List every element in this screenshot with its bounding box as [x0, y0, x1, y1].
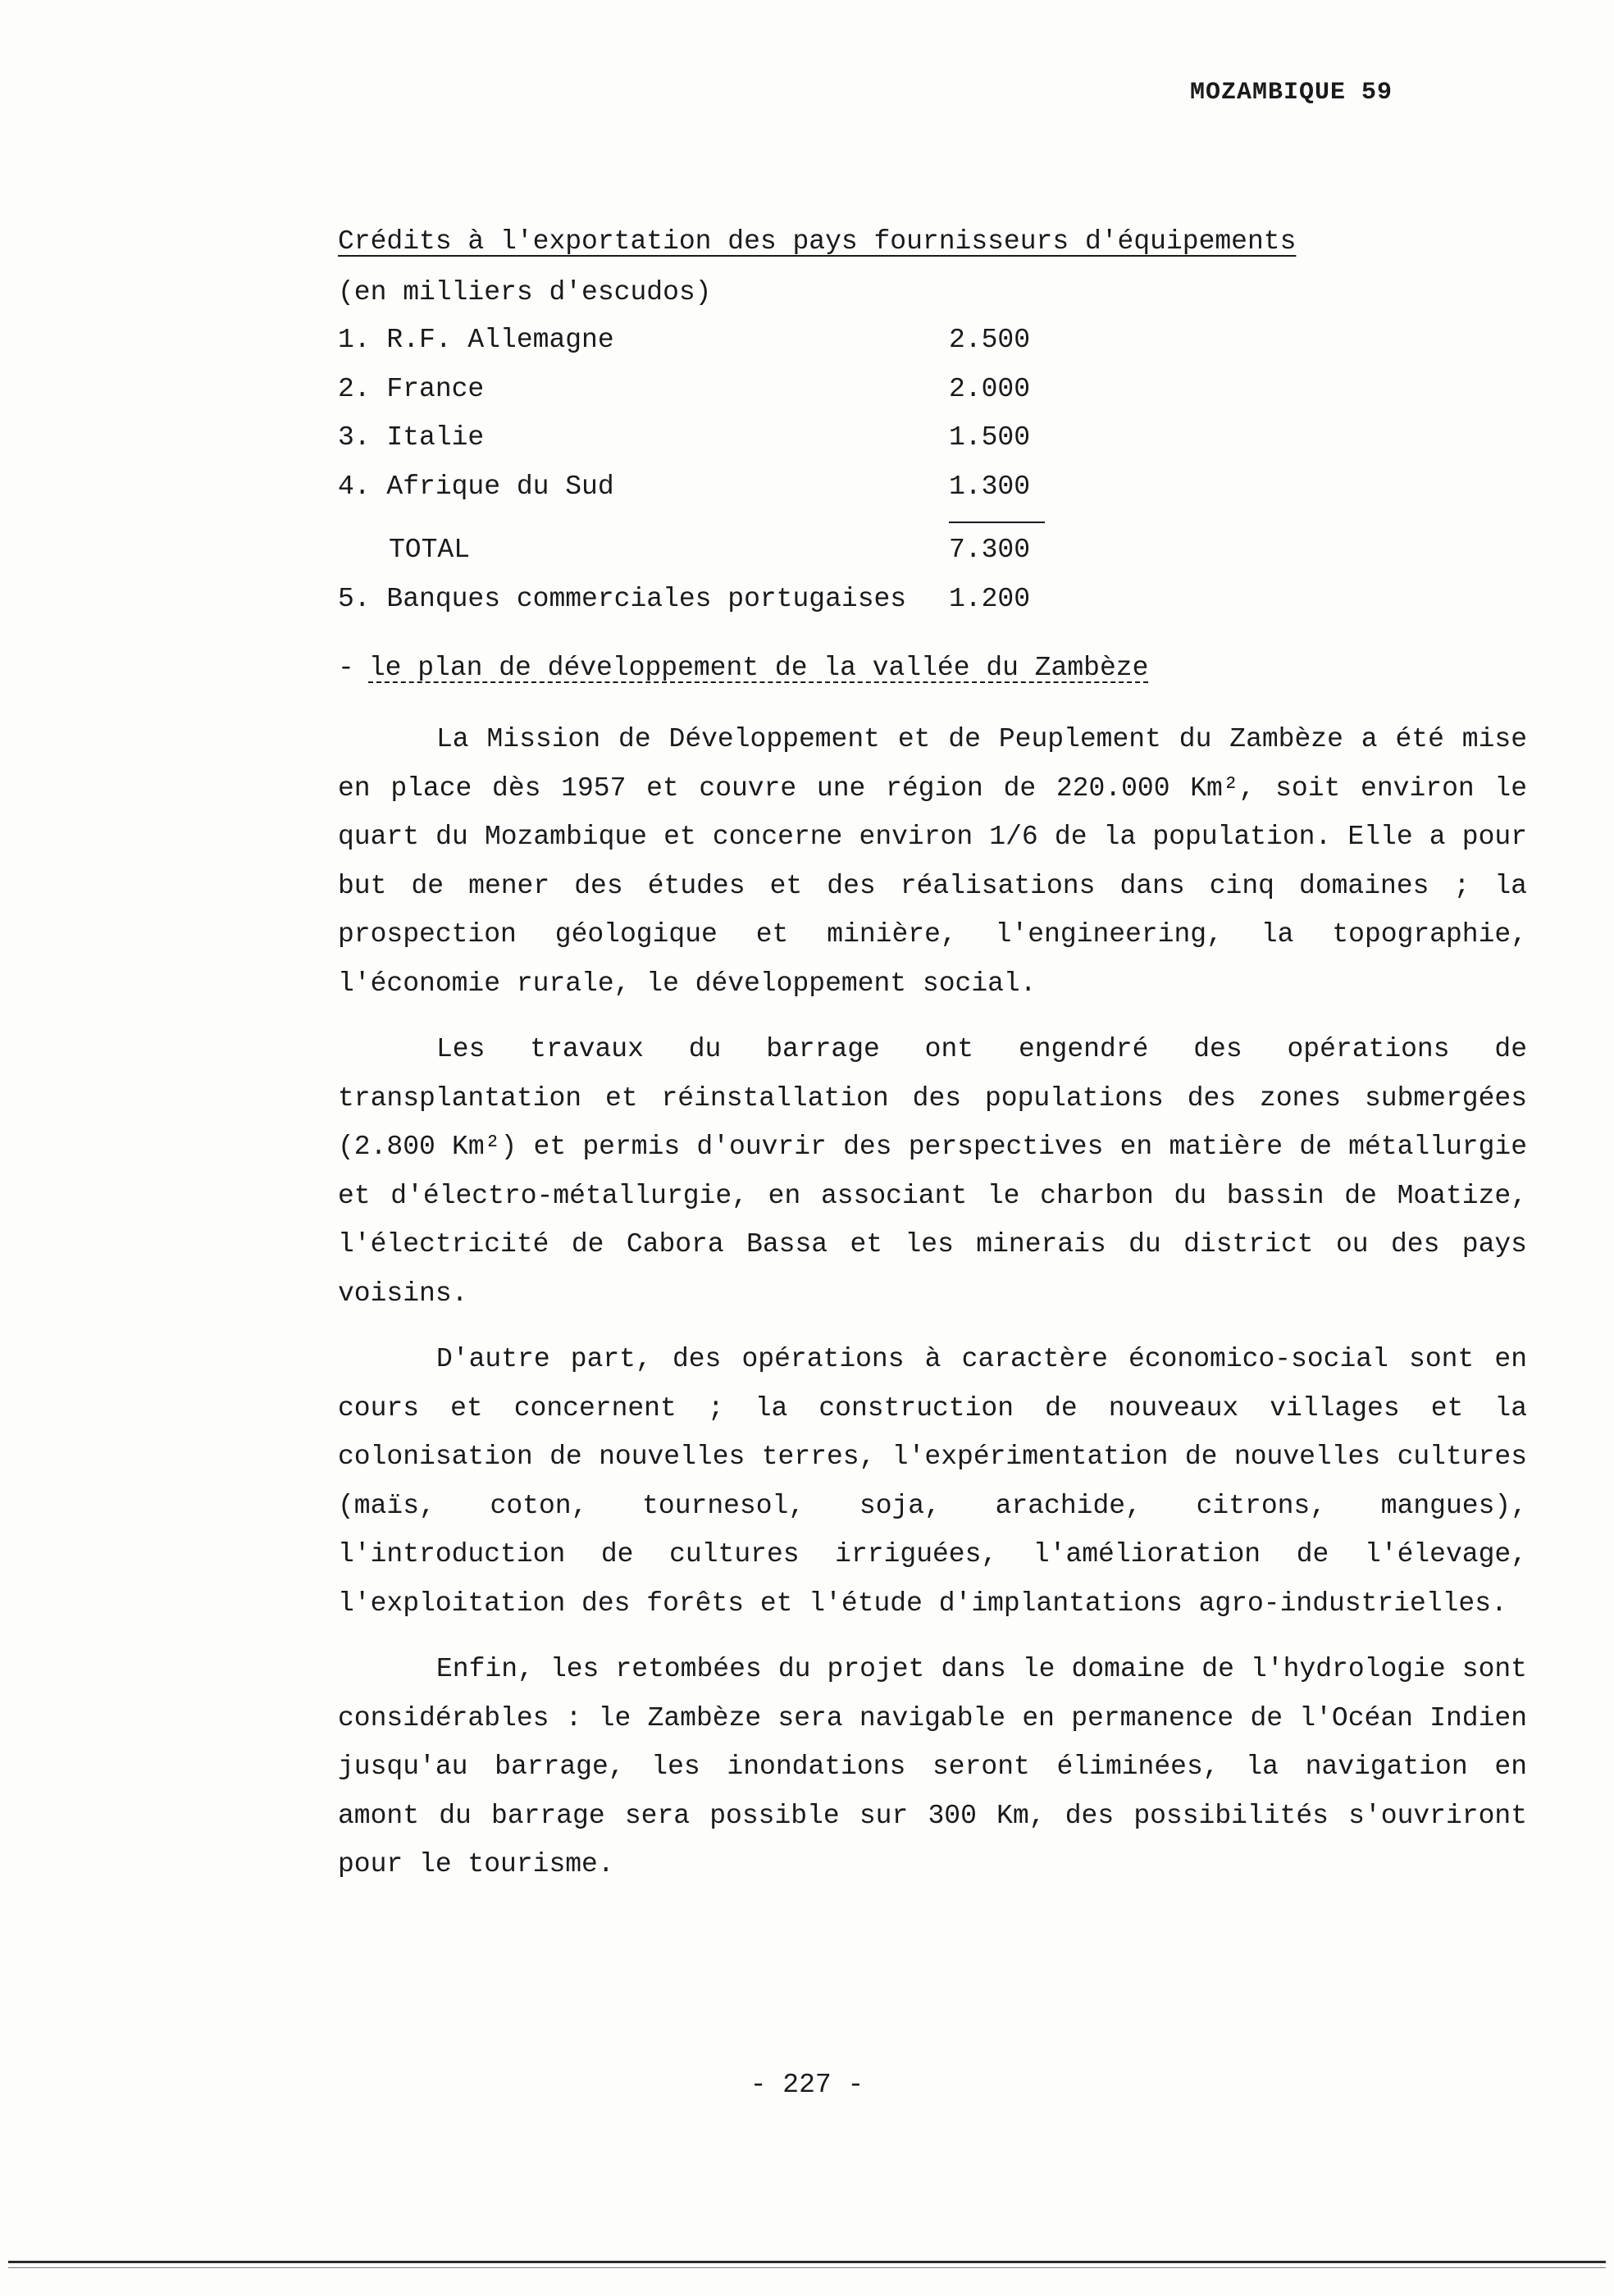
table-row — [338, 584, 1043, 633]
row-value: 1.500 — [949, 422, 1031, 453]
table-row — [338, 422, 1043, 472]
row-label: 2. France — [338, 373, 485, 404]
row-label: 5. Banques commerciales portugaises — [338, 583, 907, 614]
table-row — [338, 374, 1043, 423]
table-row — [338, 472, 1043, 521]
sum-rule — [338, 520, 1043, 535]
table-row — [338, 325, 1043, 374]
heading-dash: - — [338, 653, 354, 683]
table-subtitle: (en milliers d'escudos) — [338, 277, 712, 308]
paragraph: Les travaux du barrage ont engendré des opérations de transplantation et réinstallation des populations des zones submergées (2.800 Km²) et permis d'ouvrir des perspectives en matière de métallurgie et d'électro-métallurgie, en associant le charbon du bassin de Moatize, l'électricité de Cabora Bassa et les minerais du district ou des pays voisins. — [338, 1034, 1527, 1309]
heading-text: le plan de développement de la vallée du Zambèze — [368, 653, 1149, 683]
bottom-divider-thin — [8, 2267, 1606, 2268]
paragraph: D'autre part, des opérations à caractère économico-social sont en cours et concernent ; la construction de nouveaux villages et la colonisation de nouvelles terres, l'expérimentation de nouvelles cultures (maïs, coton, tournesol, soja, arachide, citrons, mangues), l'introduction de cultures irriguées, l'amélioration de l'élevage, l'exploitation des forêts et l'étude d'implantations agro-industrielles. — [338, 1344, 1527, 1619]
bottom-divider — [8, 2261, 1606, 2263]
body-text — [338, 715, 1527, 1906]
row-value: 1.300 — [949, 471, 1031, 502]
running-header: MOZAMBIQUE 59 — [1189, 79, 1393, 107]
row-label: 1. R.F. Allemagne — [338, 325, 614, 355]
row-label: 3. Italie — [338, 422, 485, 453]
row-value: 2.000 — [949, 373, 1031, 404]
total-label: TOTAL — [389, 535, 471, 565]
paragraph: Enfin, les retombées du projet dans le domaine de l'hydrologie sont considérables : le Zambèze sera navigable en permanence de l'Océan Indien jusqu'au barrage, les inondations seront éliminées, la navigation en amont du barrage sera possible sur 300 Km, des possibilités s'ouvriront pour le tourisme. — [338, 1654, 1527, 1879]
total-row — [338, 535, 1043, 584]
section-heading — [338, 653, 1148, 683]
row-label: 4. Afrique du Sud — [338, 471, 614, 502]
total-value: 7.300 — [949, 535, 1031, 565]
row-value: 1.200 — [949, 583, 1031, 614]
credits-table — [338, 325, 1043, 632]
paragraph: La Mission de Développement et de Peuplement du Zambèze a été mise en place dès 1957 et couvre une région de 220.000 Km², soit environ le quart du Mozambique et concerne environ 1/6 de la population. Elle a pour but de mener des études et des réalisations dans cinq domaines ; la prospection géologique et minière, l'engineering, la topographie, l'économie rurale, le développement social. — [338, 724, 1527, 999]
row-value: 2.500 — [949, 325, 1031, 355]
page-number: - 227 - — [750, 2070, 864, 2100]
table-title: Crédits à l'exportation des pays fournisseurs d'équipements — [338, 226, 1297, 257]
